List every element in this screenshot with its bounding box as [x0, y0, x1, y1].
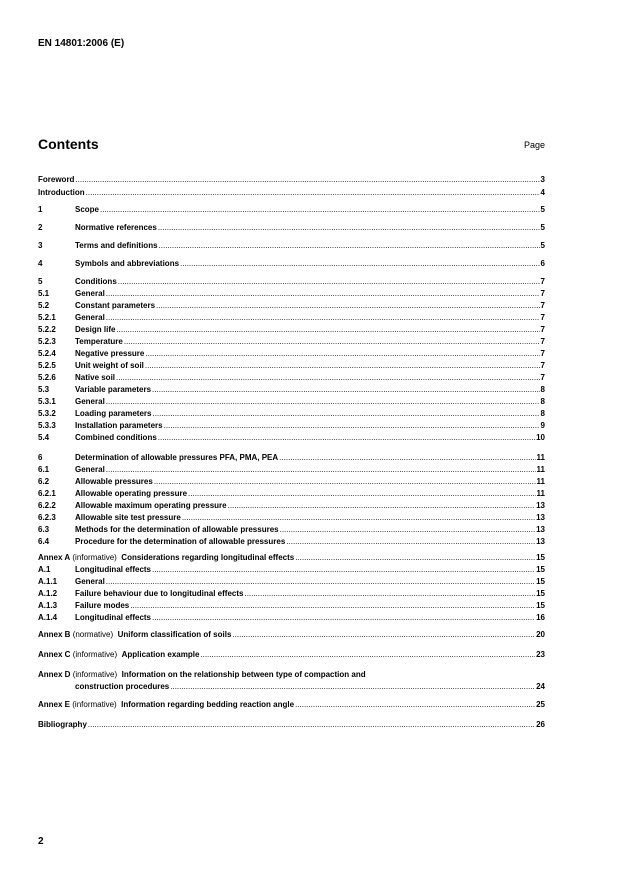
toc-entry[interactable]: 5.2.5 Unit weight of soil ..... 7	[38, 361, 545, 373]
toc-entry[interactable]: 1 Scope ..... 5	[38, 205, 545, 215]
toc-entry[interactable]: A.1.3 Failure modes ..... 15	[38, 601, 545, 613]
toc-entry[interactable]: 2 Normative references ..... 5	[38, 223, 545, 233]
toc-entry[interactable]: Foreword ..... 3	[38, 175, 545, 185]
contents-heading: Contents	[38, 136, 99, 152]
toc-entry[interactable]: 6.2 Allowable pressures ..... 11	[38, 477, 545, 489]
toc-entry[interactable]: 6.4 Procedure for the determination of allowable pressures ..... 13	[38, 537, 545, 549]
toc-entry[interactable]: 6.3 Methods for the determination of allowable pressures ..... 13	[38, 525, 545, 537]
page-column-label: Page	[523, 140, 545, 150]
toc-annex-entry[interactable]: Annex A (informative) Considerations regarding longitudinal effects ..... 15	[38, 553, 545, 565]
toc-entry[interactable]: A.1.2 Failure behaviour due to longitudinal effects ..... 15	[38, 589, 545, 601]
toc-annex-entry[interactable]: Annex D (informative) Information on the relationship between type of compaction and construction procedures ..... 24	[38, 670, 545, 694]
toc-entry[interactable]: 5.3 Variable parameters ..... 8	[38, 385, 545, 397]
toc-entry[interactable]: 6.2.1 Allowable operating pressure ..... 11	[38, 489, 545, 501]
toc-entry[interactable]: 6.2.3 Allowable site test pressure ..... 13	[38, 513, 545, 525]
toc-entry[interactable]: 6.2.2 Allowable maximum operating pressure ..... 13	[38, 501, 545, 513]
toc-annex-entry[interactable]: Annex B (normative) Uniform classification of soils ..... 20	[38, 630, 545, 642]
toc-entry[interactable]: Introduction ..... 4	[38, 188, 545, 198]
toc-entry[interactable]: A.1.1 General ..... 15	[38, 577, 545, 589]
toc-entry[interactable]: 5 Conditions ..... 7	[38, 277, 545, 289]
toc-entry[interactable]: A.1 Longitudinal effects ..... 15	[38, 565, 545, 577]
document-id: EN 14801:2006 (E)	[38, 38, 125, 49]
page-number: 2	[38, 836, 44, 847]
toc-entry[interactable]: 6.1 General ..... 11	[38, 465, 545, 477]
toc-entry[interactable]: 5.3.1 General ..... 8	[38, 397, 545, 409]
toc-entry[interactable]: 6 Determination of allowable pressures PFA, PMA, PEA ..... 11	[38, 453, 545, 465]
toc-entry[interactable]: 5.4 Combined conditions ..... 10	[38, 433, 545, 445]
toc-entry[interactable]: 5.3.3 Installation parameters ..... 9	[38, 421, 545, 433]
toc-entry[interactable]: Bibliography ..... 26	[38, 720, 545, 732]
toc-entry[interactable]: A.1.4 Longitudinal effects ..... 16	[38, 613, 545, 625]
toc-entry[interactable]: 5.1 General ..... 7	[38, 289, 545, 301]
toc-entry[interactable]: 5.2.4 Negative pressure ..... 7	[38, 349, 545, 361]
toc-entry[interactable]: 5.3.2 Loading parameters ..... 8	[38, 409, 545, 421]
toc-entry[interactable]: 5.2.2 Design life ..... 7	[38, 325, 545, 337]
toc-entry[interactable]: 4 Symbols and abbreviations ..... 6	[38, 259, 545, 269]
toc-entry[interactable]: 5.2 Constant parameters ..... 7	[38, 301, 545, 313]
toc-entry[interactable]: 5.2.3 Temperature ..... 7	[38, 337, 545, 349]
toc-annex-entry[interactable]: Annex C (informative) Application example ..... 23	[38, 650, 545, 662]
toc-entry[interactable]: 3 Terms and definitions ..... 5	[38, 241, 545, 251]
toc-annex-entry[interactable]: Annex E (informative) Information regarding bedding reaction angle ..... 25	[38, 700, 545, 712]
toc-entry[interactable]: 5.2.1 General ..... 7	[38, 313, 545, 325]
toc-entry[interactable]: 5.2.6 Native soil ..... 7	[38, 373, 545, 385]
table-of-contents	[38, 175, 545, 732]
